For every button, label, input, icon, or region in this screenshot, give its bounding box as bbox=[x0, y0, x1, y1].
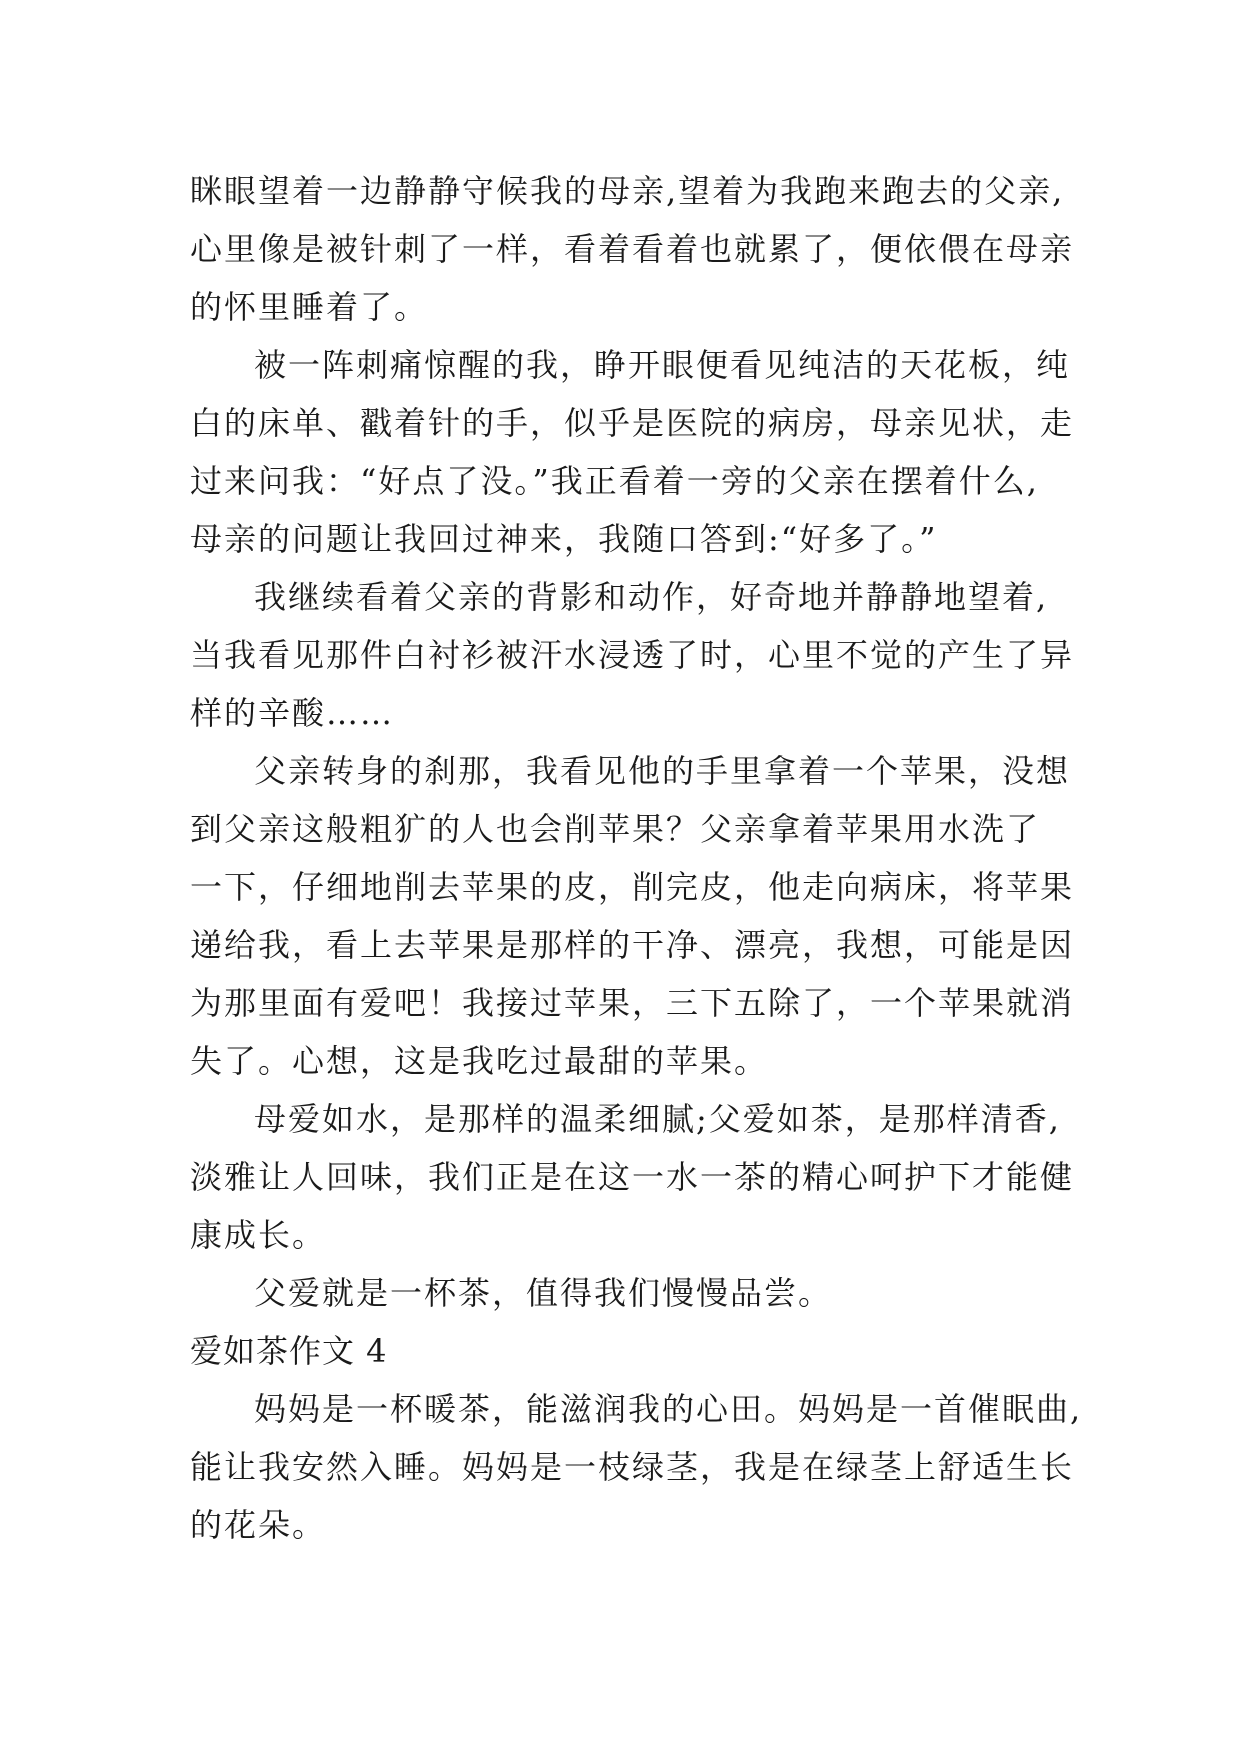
text-line: 到父亲这般粗犷的人也会削苹果？父亲拿着苹果用水洗了 bbox=[190, 810, 1041, 848]
text-line: 白的床单、戳着针的手，似乎是医院的病房，母亲见状，走 bbox=[190, 404, 1075, 442]
text-line: 的花朵。 bbox=[190, 1506, 327, 1544]
paragraph-start-line: 被一阵刺痛惊醒的我，睁开眼便看见纯洁的天花板，纯 bbox=[254, 346, 1071, 384]
paragraph-start-line: 父爱就是一杯茶，值得我们慢慢品尝。 bbox=[254, 1274, 833, 1312]
paragraph-start-line: 母爱如水，是那样的温柔细腻;父爱如茶，是那样清香, bbox=[254, 1100, 1061, 1138]
text-line: 样的辛酸…… bbox=[190, 694, 395, 732]
text-line: 的怀里睡着了。 bbox=[190, 288, 429, 326]
text-line: 能让我安然入睡。妈妈是一枝绿茎，我是在绿茎上舒适生长 bbox=[190, 1448, 1075, 1486]
section-heading: 爱如茶作文 4 bbox=[190, 1332, 388, 1370]
text-line: 为那里面有爱吧！我接过苹果，三下五除了，一个苹果就消 bbox=[190, 984, 1075, 1022]
text-line: 母亲的问题让我回过神来，我随口答到:“好多了。” bbox=[190, 520, 938, 558]
paragraph-start-line: 父亲转身的刹那，我看见他的手里拿着一个苹果，没想 bbox=[254, 752, 1071, 790]
text-line: 当我看见那件白衬衫被汗水浸透了时，心里不觉的产生了异 bbox=[190, 636, 1075, 674]
text-line: 康成长。 bbox=[190, 1216, 327, 1254]
text-line: 眯眼望着一边静静守候我的母亲,望着为我跑来跑去的父亲, bbox=[190, 172, 1065, 210]
text-line: 过来问我：“好点了没。”我正看着一旁的父亲在摆着什么, bbox=[190, 462, 1039, 500]
text-line: 递给我，看上去苹果是那样的干净、漂亮，我想，可能是因 bbox=[190, 926, 1075, 964]
paragraph-start-line: 妈妈是一杯暖茶，能滋润我的心田。妈妈是一首催眠曲, bbox=[254, 1390, 1083, 1428]
text-line: 一下，仔细地削去苹果的皮，削完皮，他走向病床，将苹果 bbox=[190, 868, 1075, 906]
text-line: 淡雅让人回味，我们正是在这一水一茶的精心呵护下才能健 bbox=[190, 1158, 1075, 1196]
text-line: 失了。心想，这是我吃过最甜的苹果。 bbox=[190, 1042, 769, 1080]
text-line: 心里像是被针刺了一样，看着看着也就累了，便依偎在母亲 bbox=[190, 230, 1075, 268]
paragraph-start-line: 我继续看着父亲的背影和动作，好奇地并静静地望着, bbox=[254, 578, 1049, 616]
essay-body bbox=[190, 162, 1090, 1554]
